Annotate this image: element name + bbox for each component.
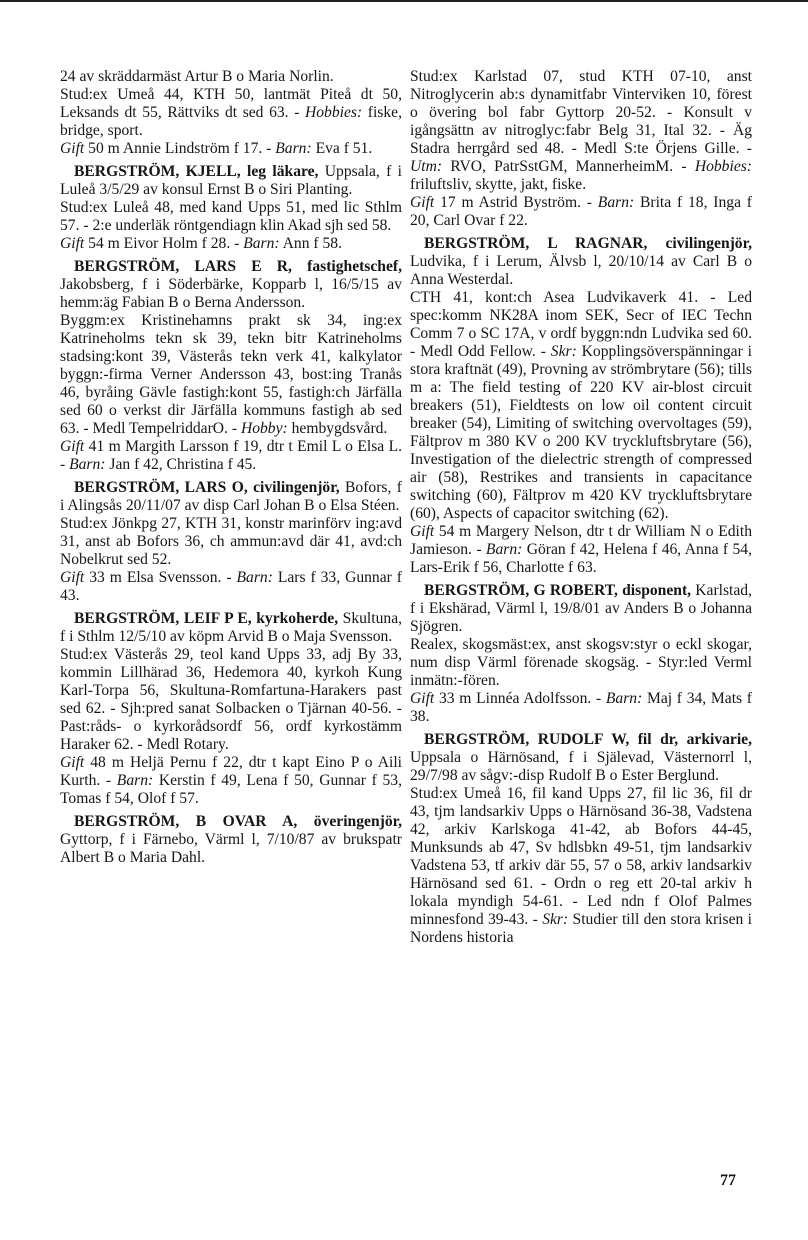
entry-name: BERGSTRÖM, RUDOLF W, — [424, 731, 630, 748]
entry-title: leg läkare, — [240, 163, 319, 180]
entry-paragraph: Gift 48 m Heljä Pernu f 22, dtr t kapt Eino P o Aili Kurth. - Barn: Kerstin f 49, Lena f 50, Gunnar f 53, Tomas f 54, Olof f 57. — [60, 754, 402, 807]
entry-heading: BERGSTRÖM, LARS O, civilingenjör, Bofors, f i Alingsås 20/11/07 av disp Carl Johan B o Elsa Stéen. — [60, 479, 402, 514]
entry-title: fil dr, arkivarie, — [629, 731, 752, 748]
field-label: Barn: — [236, 569, 273, 586]
field-label: Gift — [410, 194, 435, 211]
top-border-line — [0, 0, 808, 2]
entry-paragraph: Gift 54 m Eivor Holm f 28. - Barn: Ann f 58. — [60, 235, 342, 252]
entry-title: kyrkoherde, — [251, 610, 339, 627]
entry-name: BERGSTRÖM, LARS O, — [74, 479, 248, 496]
biography-entry — [60, 258, 402, 474]
field-label: Barn: — [605, 690, 643, 707]
biography-entry — [60, 163, 402, 253]
entry-paragraph: Stud:ex Luleå 48, med kand Upps 51, med lic Sthlm 57. - 2:e underläk röntgendiagn klin Akad sjh sed 58. — [60, 199, 402, 234]
entry-paragraph: Gift 17 m Astrid Byström. - Barn: Brita f 18, Inga f 20, Carl Ovar f 22. — [410, 194, 753, 229]
entry-name: BERGSTRÖM, B OVAR A, — [74, 813, 298, 830]
field-label: Gift — [60, 140, 85, 157]
field-label: Skr: — [550, 343, 577, 360]
field-label: Gift — [60, 754, 85, 771]
biography-entry — [410, 235, 752, 577]
field-label: Gift — [410, 690, 435, 707]
entry-name: BERGSTRÖM, LARS E R, — [74, 258, 292, 275]
entry-heading: BERGSTRÖM, LARS E R, fastighetschef, Jakobsberg, f i Söderbärke, Kopparb l, 16/5/15 av hemm:äg Fabian B o Berna Andersson. — [60, 258, 402, 311]
entry-name: BERGSTRÖM, G ROBERT, — [424, 582, 618, 599]
entry-paragraph: Stud:ex Karlstad 07, stud KTH 07-10, anst Nitroglycerin ab:s dynamitfabr Vinterviken 10, förest o övering bol fabr Gyttorp 20-52. - Konsult v igångsättn av nitroglyc:fabr Belg 31, Ital 32. - Äg Stadra herrgård sed 48. - Medl S:te Örjens Gille. - Utm: RVO, PatrSstGM, MannerheimM. - Hobbies: friluftsliv, skytte, jakt, fiske. — [410, 68, 752, 193]
field-label: Barn: — [275, 140, 312, 157]
biography-entry — [60, 813, 402, 867]
entry-paragraph: 24 av skräddarmäst Artur B o Maria Norlin. — [60, 68, 334, 85]
field-label: Gift — [410, 523, 435, 540]
entry-heading: BERGSTRÖM, B OVAR A, överingenjör, Gyttorp, f i Färnebo, Värml l, 7/10/87 av brukspatr Albert B o Maria Dahl. — [60, 813, 402, 866]
field-label: Gift — [60, 235, 85, 252]
entry-continuation — [60, 68, 402, 158]
field-label: Barn: — [116, 772, 154, 789]
biography-entry — [410, 731, 752, 947]
field-label: Barn: — [485, 541, 523, 558]
entry-name: BERGSTRÖM, KJELL, — [74, 163, 241, 180]
field-label: Skr: — [542, 911, 569, 928]
entry-paragraph: Gift 33 m Elsa Svensson. - Barn: Lars f 33, Gunnar f 43. — [60, 569, 402, 604]
entry-paragraph: Gift 33 m Linnéa Adolfsson. - Barn: Maj f 34, Mats f 38. — [410, 690, 752, 725]
field-label: Gift — [60, 438, 85, 455]
field-label: Barn: — [69, 456, 106, 473]
field-label: Hobbies: — [694, 158, 752, 175]
entry-paragraph: Stud:ex Umeå 16, fil kand Upps 27, fil lic 36, fil dr 43, tjm landsarkiv Upps o Härnösand 36-38, Vadstena 42, arkiv Karlskoga 41-42, ab Bofors 44-45, Munksunds ab 47, Sv hdlsbkn 49-51, tjm landsarkiv Vadstena 53, tf arkiv där 55, 57 o 58, arkiv landsarkiv Härnösand sed 61. - Ordn o reg ett 20-tal arkiv h lokala myndigh 54-61. - Led ndn f Olof Palmes minnesfond 39-43. - Skr: Studier till den stora krisen i Nordens historia — [410, 785, 752, 946]
entry-paragraph: Gift 41 m Margith Larsson f 19, dtr t Emil L o Elsa L. - Barn: Jan f 42, Christina f 45. — [60, 438, 402, 473]
entry-title: disponent, — [617, 582, 692, 599]
entry-name: BERGSTRÖM, LEIF P E, — [74, 610, 252, 627]
biography-entry — [60, 479, 402, 605]
field-label: Gift — [60, 569, 85, 586]
biography-entry — [410, 582, 752, 726]
entry-title: civilingenjör, — [647, 235, 752, 252]
left-column — [60, 68, 402, 867]
entry-title: civilingenjör, — [247, 479, 340, 496]
field-label: Hobbies: — [305, 104, 363, 121]
field-label: Barn: — [597, 194, 635, 211]
field-label: Barn: — [243, 235, 280, 252]
field-label: Hobby: — [240, 420, 288, 437]
entry-heading: BERGSTRÖM, LEIF P E, kyrkoherde, Skultuna, f i Sthlm 12/5/10 av köpm Arvid B o Maja Svensson. — [60, 610, 403, 645]
biography-entry — [60, 610, 402, 808]
entry-name: BERGSTRÖM, L RAGNAR, — [424, 235, 648, 252]
entry-paragraph: Byggm:ex Kristinehamns prakt sk 34, ing:ex Katrineholms tekn sk 39, tekn bitr Katrineholms stadsing:kont 39, Västerås tekn verk 41, kalkylator byggn:-firma Verner Andersson 43, bost:ing Tranås 46, byråing Gävle fastigh:kont 55, fastigh:ch Järfälla sed 60 o verkst dir Järfälla kommuns fastigh ab sed 63. - Medl TempelriddarO. - Hobby: hembygdsvård. — [60, 312, 402, 437]
entry-heading: BERGSTRÖM, G ROBERT, disponent, Karlstad, f i Ekshärad, Värml l, 19/8/01 av Anders B o Johanna Sjögren. — [410, 582, 752, 635]
entry-title: överingenjör, — [297, 813, 402, 830]
entry-title: fastighetschef, — [291, 258, 402, 275]
page-number: 77 — [720, 1172, 736, 1189]
entry-paragraph: Realex, skogsmäst:ex, anst skogsv:styr o eckl skogar, num disp Värml förenade skogsäg. - Styr:led Verml inmätn:-fören. — [410, 636, 752, 689]
entry-paragraph: Gift 54 m Margery Nelson, dtr t dr William N o Edith Jamieson. - Barn: Göran f 42, Helena f 46, Anna f 54, Lars-Erik f 56, Charlotte f 63. — [410, 523, 752, 576]
right-column — [410, 68, 752, 947]
field-label: Utm: — [410, 158, 443, 175]
entry-heading: BERGSTRÖM, KJELL, leg läkare, Uppsala, f i Luleå 3/5/29 av konsul Ernst B o Siri Planting. — [60, 163, 403, 198]
entry-heading: BERGSTRÖM, L RAGNAR, civilingenjör, Ludvika, f i Lerum, Älvsb l, 20/10/14 av Carl B o Anna Westerdal. — [410, 235, 752, 288]
entry-paragraph: Stud:ex Umeå 44, KTH 50, lantmät Piteå dt 50, Leksands dt 55, Rättviks dt sed 63. - Hobbies: fiske, bridge, sport. — [60, 86, 402, 139]
entry-paragraph: Stud:ex Jönkpg 27, KTH 31, konstr marinförv ing:avd 31, anst ab Bofors 36, ch ammun:avd där 41, avd:ch Nobelkrut sed 52. — [60, 515, 402, 568]
entry-heading: BERGSTRÖM, RUDOLF W, fil dr, arkivarie, Uppsala o Härnösand, f i Själevad, Västernorrl l, 29/7/98 av sågv:-disp Rudolf B o Ester Berglund. — [410, 731, 752, 784]
entry-continuation — [410, 68, 752, 230]
entry-paragraph: Stud:ex Västerås 29, teol kand Upps 33, adj By 33, kommin Lillhärad 36, Hedemora 40, kyrkoh Kung Karl-Torpa 56, Skultuna-Romfartuna-Harakers past sed 62. - Sjh:pred sanat Solbacken o Tjärnan 40-56. - Past:råds- o kyrkorådsordf 56, ordf kyrkostämm Haraker 62. - Medl Rotary. — [60, 646, 402, 753]
entry-paragraph: CTH 41, kont:ch Asea Ludvikaverk 41. - Led spec:komm NK28A inom SEK, Secr of IEC Techn Comm 7 o SC 17A, v ordf byggn:ndn Ludvika sed 60. - Medl Odd Fellow. - Skr: Kopplingsöverspänningar i stora kraftnät (49), Provning av strömbrytare (56); tills m a: The field testing of 220 KV air-blost circuit breakers (51), Fieldtests on low oil content circuit breaker (54), Limiting of switching overvoltages (59), Fältprov m 380 KV o 200 KV tryckluftsbrytare (56), Investigation of the dielectric strength of compressed air (58), Restrikes and transients in capacitance switching (60), Fältprov m 420 KV tryckluftsbrytare (60), Aspects of capacitor switching (62). — [410, 289, 752, 522]
entry-paragraph: Gift 50 m Annie Lindström f 17. - Barn: Eva f 51. — [60, 140, 373, 157]
